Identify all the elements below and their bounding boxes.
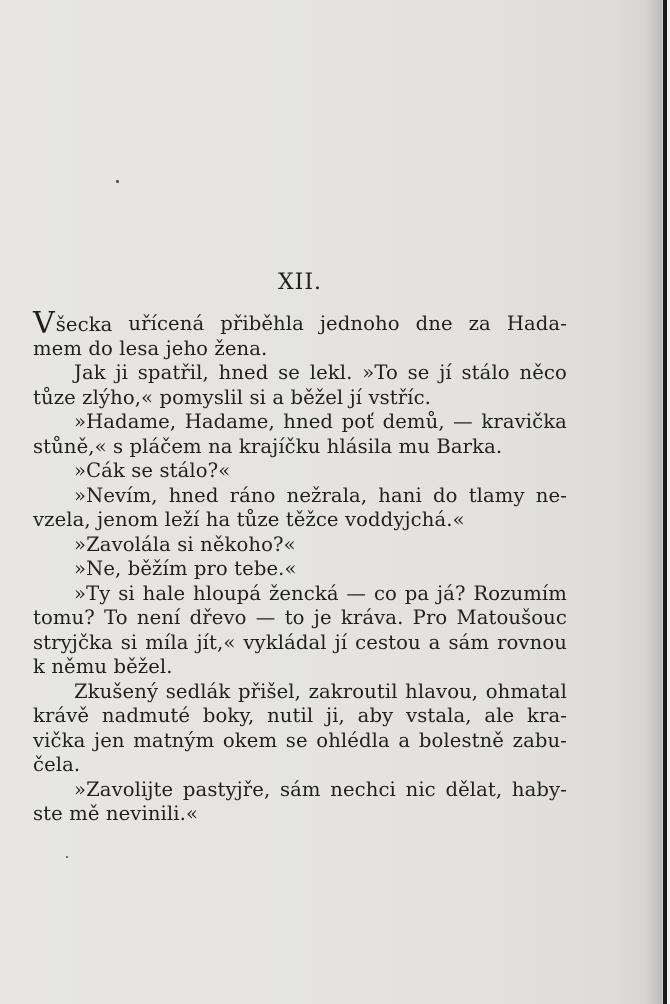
text-line [33, 631, 567, 656]
word: dřevo [189, 606, 247, 629]
word: Rozumím [473, 581, 567, 605]
word: Hada- [506, 312, 567, 335]
word: poť [341, 410, 375, 433]
word: kravička [481, 410, 567, 433]
word: »To [362, 361, 398, 384]
word: To [104, 606, 128, 629]
word: stůně,« [33, 434, 114, 458]
word: ji [115, 361, 129, 384]
text-line [33, 606, 567, 631]
word: lesa [119, 336, 166, 360]
word: ji, [326, 704, 345, 727]
word: Hadame, [184, 410, 275, 433]
word: stálo [461, 361, 510, 384]
word: němu [51, 655, 114, 678]
word: kráva. [340, 606, 404, 629]
text-line [33, 533, 567, 558]
word: nežrala, [286, 483, 368, 507]
word: spatřil, [137, 361, 209, 384]
word: »Ne, [74, 557, 128, 580]
word: k [33, 655, 52, 678]
text-line [33, 337, 567, 362]
word: jen [94, 728, 125, 752]
text-line [33, 557, 567, 582]
word: přišel, [237, 679, 301, 703]
word: hani [378, 483, 422, 507]
word: rovnou [497, 630, 567, 654]
word: hned [168, 483, 219, 507]
word: do [88, 336, 120, 360]
word: pláčem [129, 434, 209, 458]
word: vstříc. [368, 385, 432, 409]
word: jí [349, 385, 369, 409]
word: jí [334, 630, 348, 654]
word: cestou [355, 630, 421, 654]
word: Jak [74, 361, 106, 384]
text-line [33, 306, 567, 341]
word: sedlák [165, 679, 231, 703]
word: jí [439, 361, 452, 384]
word: pastyjře, [182, 777, 271, 801]
word: pro [193, 557, 235, 580]
word: si [120, 630, 138, 654]
word: se [131, 459, 160, 482]
word: a [398, 728, 411, 752]
word: já? [436, 581, 466, 605]
word: boky, [202, 704, 255, 727]
word: hned [218, 361, 269, 384]
word: ha [205, 508, 237, 531]
word: haby- [511, 777, 567, 801]
word: přiběhla [220, 312, 304, 335]
word: běžel. [113, 655, 173, 678]
word: se [407, 361, 430, 384]
word: »Zavolijte [74, 777, 174, 801]
word: leží [164, 508, 206, 531]
page-edge-shadow [644, 0, 662, 1004]
word: někoho?« [200, 532, 296, 556]
word: jenom [97, 508, 165, 531]
word: běžím [127, 557, 194, 580]
word: co [373, 581, 397, 605]
word: míla [145, 630, 189, 654]
word: nadmuté [101, 704, 191, 727]
text-line [33, 386, 567, 411]
word: jeho [165, 336, 215, 360]
word: mem [33, 336, 89, 360]
text-line [33, 508, 567, 533]
word: tebe.« [234, 557, 297, 580]
word: nic [405, 777, 436, 801]
word: hned [283, 410, 334, 433]
chapter-heading: XII. [277, 270, 323, 295]
word: stryjčka [33, 630, 113, 654]
text-line [33, 410, 567, 435]
word: »Nevím, [74, 483, 158, 507]
word: uřícená [128, 312, 205, 335]
word: něco [519, 361, 567, 384]
text-line [33, 778, 567, 803]
word: to [284, 606, 305, 629]
word: — [346, 581, 367, 605]
word: ste [33, 802, 70, 825]
word: ale [484, 704, 515, 727]
word: a [428, 630, 441, 654]
word: je [313, 606, 332, 629]
word: »Hadame, [74, 410, 177, 433]
word: hlavou, [405, 679, 479, 703]
word: Zkušený [74, 679, 159, 703]
word: nechci [330, 777, 396, 801]
word: kra- [527, 704, 567, 727]
word: zakroutil [308, 679, 398, 703]
word: ohmatal [485, 679, 567, 703]
word: ráno [229, 483, 276, 507]
word: — [453, 410, 473, 433]
word: vstala, [406, 704, 472, 727]
word: zlýho,« [82, 385, 160, 409]
word: mě [69, 802, 106, 825]
word: vzela, [33, 508, 98, 531]
word: pomyslil [159, 385, 250, 409]
text-line [33, 582, 567, 607]
word: voddyjchá.« [344, 508, 465, 531]
word: čela. [33, 753, 81, 776]
word: ne- [535, 483, 567, 507]
text-line [33, 655, 567, 680]
text-line [33, 729, 567, 754]
word: za [468, 312, 491, 335]
word: krajíčku [238, 434, 327, 458]
word: jednoho [319, 312, 400, 335]
word: se [278, 361, 300, 384]
word: Pro [412, 606, 448, 629]
word: krávě [33, 704, 90, 727]
word: ohlédla [316, 728, 390, 752]
word: na [208, 434, 239, 458]
word: žena. [214, 336, 268, 360]
word: Matoušouc [456, 606, 567, 629]
word: si [177, 532, 201, 556]
initial-letter: V [33, 306, 55, 341]
word: do [433, 483, 458, 507]
word: bolestně [418, 728, 504, 752]
word: hloupá [192, 581, 262, 605]
word: jít,« [196, 630, 236, 654]
word: okem [222, 728, 278, 752]
word: není [136, 606, 181, 629]
word: s [113, 434, 130, 458]
text-line [33, 361, 567, 386]
book-spine-edge [663, 0, 667, 1004]
word: a [272, 385, 291, 409]
word: hale [142, 581, 186, 605]
text-line [33, 704, 567, 729]
text-line [33, 802, 567, 827]
word: tlamy [468, 483, 525, 507]
word: nevinili.« [105, 802, 199, 825]
word: si [249, 385, 273, 409]
word: »Ty [74, 581, 111, 605]
word: stálo?« [159, 459, 231, 482]
word: vička [33, 728, 86, 752]
word: hlásila [326, 434, 399, 458]
word: pa [404, 581, 430, 605]
word: těžce [285, 508, 345, 531]
word: Barka. [436, 434, 503, 458]
print-speck [116, 180, 119, 183]
print-speck [66, 856, 68, 858]
text-line [33, 753, 567, 778]
word: demů, [382, 410, 445, 433]
word: — [255, 606, 276, 629]
word: žencká [268, 581, 339, 605]
text-line [33, 484, 567, 509]
word: »Zavolála [74, 532, 178, 556]
chapter-text [33, 306, 567, 827]
word: mu [398, 434, 437, 458]
word: dělat, [445, 777, 503, 801]
word: dne [415, 312, 453, 335]
word: tůze [236, 508, 286, 531]
word: sám [279, 777, 321, 801]
text-line [33, 435, 567, 460]
text-line [33, 459, 567, 484]
word: si [118, 581, 135, 605]
word: zabu- [512, 728, 567, 752]
word: aby [357, 704, 394, 727]
word: Všecka [33, 306, 113, 341]
word: běžel [290, 385, 350, 409]
text-line [33, 680, 567, 705]
word: se [285, 728, 308, 752]
word: matným [133, 728, 215, 752]
word: nutil [267, 704, 314, 727]
word: tůze [33, 385, 83, 409]
word: sám [448, 630, 490, 654]
word: lekl. [309, 361, 353, 384]
word: »Cák [74, 459, 132, 482]
word: vykládal [243, 630, 327, 654]
word: tomu? [33, 606, 95, 629]
